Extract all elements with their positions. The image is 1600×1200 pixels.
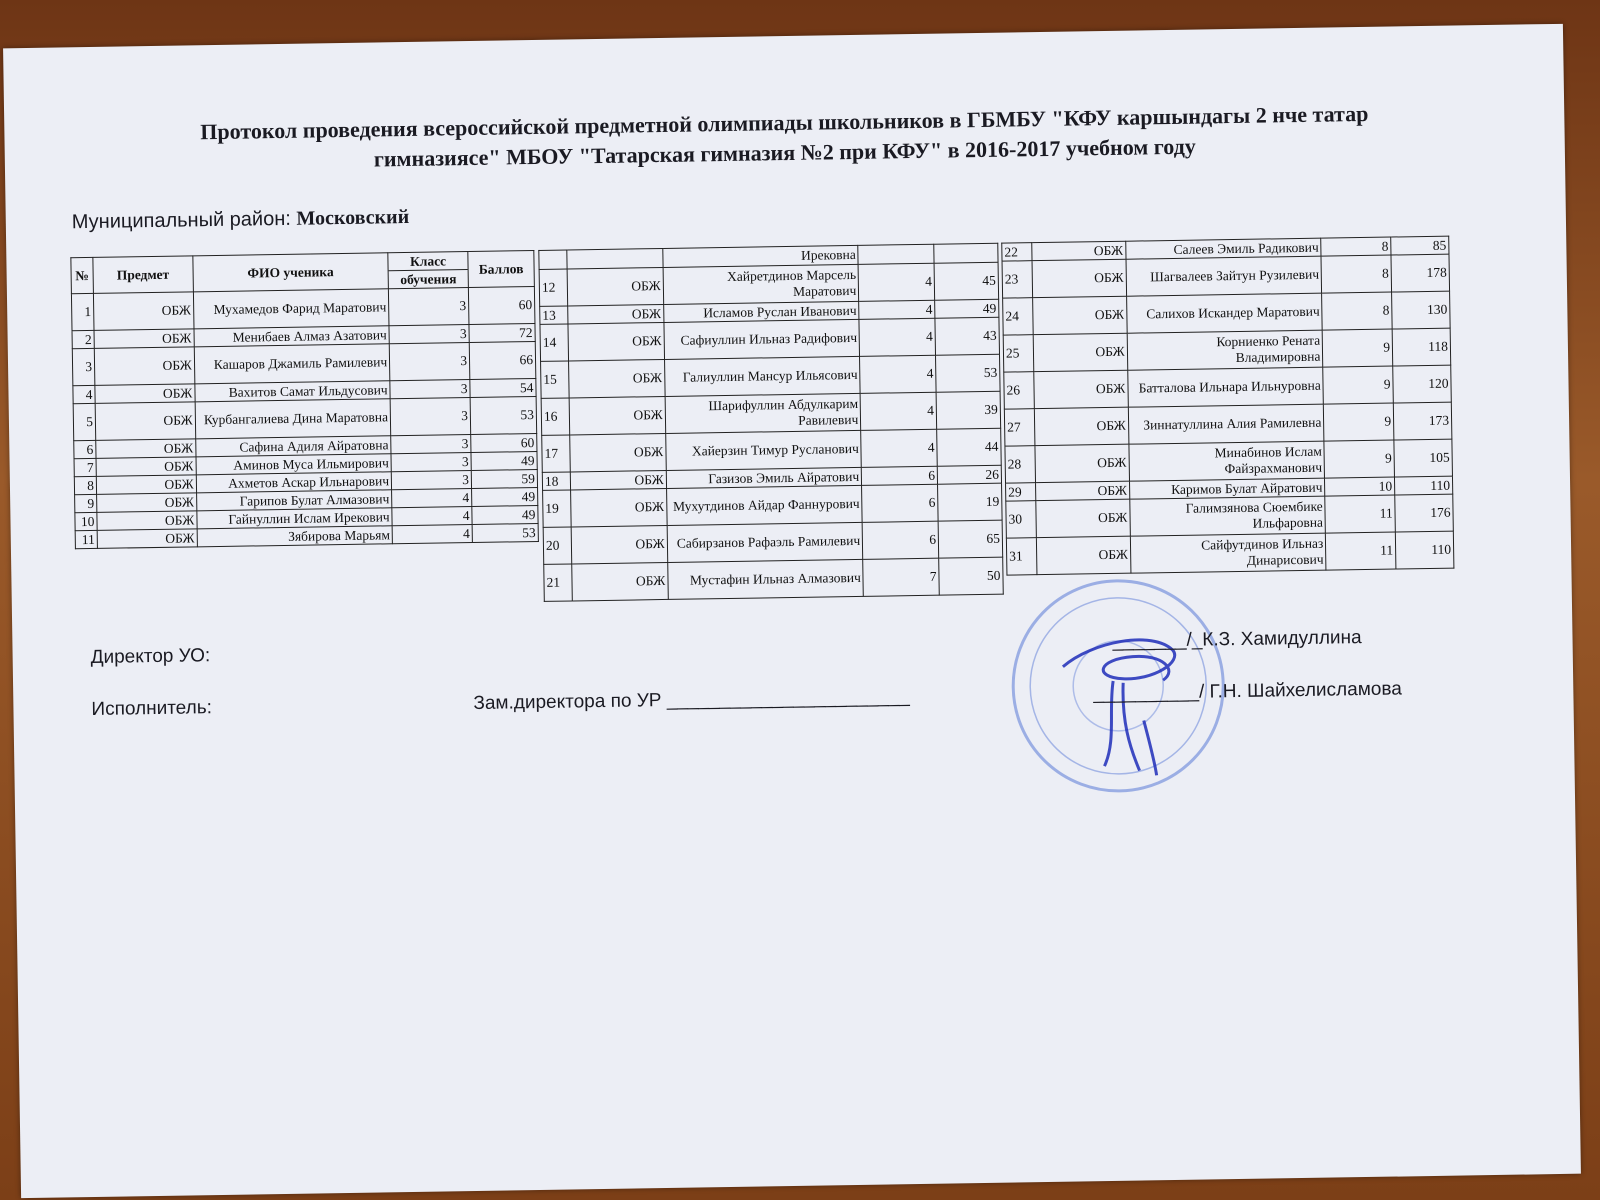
row-grade: 4 [860,392,936,430]
row-score: 110 [1395,476,1453,495]
row-grade: 6 [862,484,938,522]
row-fio: Шарифуллин Абдулкарим Равилевич [665,393,861,433]
row-fio: Сайфутдинов Ильназ Динарисович [1130,533,1326,573]
row-fio: Аминов Муса Ильмирович [196,454,392,475]
row-subject: ОБЖ [1036,536,1130,574]
row-number: 6 [74,440,96,458]
header-num: № [71,257,94,293]
row-number: 15 [541,361,570,398]
row-subject: ОБЖ [570,470,666,490]
header-grade [388,252,468,289]
results-table-3 [1001,236,1454,576]
row-score: 19 [938,483,1002,521]
row-grade: 4 [859,300,935,319]
table-row-cont-score [934,243,998,263]
director-label: Директор УО: [90,645,211,669]
row-grade: 3 [389,288,469,326]
row-subject: ОБЖ [94,329,194,349]
district-value: Московский [296,205,410,230]
row-fio: Мухамедов Фарид Маратович [193,289,389,329]
row-score: 53 [936,354,1000,392]
row-fio: Вахитов Самат Ильдусович [195,381,391,402]
row-number: 12 [539,269,568,306]
header-grade-top: Класс [389,252,468,271]
row-grade: 4 [859,318,935,356]
row-grade: 7 [863,558,939,596]
row-score: 39 [936,391,1000,429]
row-fio: Сафиуллин Ильназ Радифович [664,319,860,359]
row-grade: 8 [1322,292,1392,330]
header-score: Баллов [468,251,535,288]
table-1-body [71,287,538,549]
row-score: 49 [935,299,999,318]
row-subject: ОБЖ [569,396,665,434]
row-number: 8 [74,476,96,494]
row-grade: 11 [1325,495,1395,533]
row-subject: ОБЖ [567,267,663,305]
row-fio: Корниенко Рената Владимировна [1127,330,1323,370]
row-fio: Сабирзанов Рафаэль Рамилевич [667,522,863,562]
results-table-2 [538,243,1003,602]
row-score: 105 [1394,439,1452,477]
row-score: 120 [1393,365,1451,403]
row-subject: ОБЖ [570,433,666,471]
row-fio: Сафина Адиля Айратовна [195,436,391,457]
table-row-cont-subject [567,248,663,269]
row-score: 49 [472,487,538,506]
row-number: 26 [1004,372,1035,409]
row-subject: ОБЖ [568,322,664,360]
row-grade: 4 [392,525,472,544]
row-fio: Курбангалиева Дина Маратовна [195,399,391,439]
row-grade: 3 [391,453,471,472]
row-number: 16 [541,398,570,435]
row-grade: 3 [389,325,469,344]
row-number: 18 [542,472,570,490]
row-subject: ОБЖ [97,511,197,531]
row-fio: Зябирова Марьям [197,526,393,547]
row-subject: ОБЖ [95,402,195,441]
row-score: 49 [472,505,538,524]
row-fio: Минабинов Ислам Файзрахманович [1129,441,1325,481]
row-number: 22 [1002,243,1032,261]
row-fio: Каримов Булат Айратович [1129,478,1325,499]
row-subject: ОБЖ [572,562,668,600]
row-score: 176 [1395,494,1453,532]
row-score: 110 [1395,531,1453,569]
row-fio: Зиннатуллина Алия Рамилевна [1128,404,1324,444]
table-row [544,557,1004,601]
row-fio: Салеев Эмиль Радикович [1125,238,1321,259]
row-score: 44 [937,428,1001,466]
row-subject: ОБЖ [1032,259,1126,297]
row-grade: 3 [390,398,470,436]
row-grade: 3 [391,435,471,454]
director-signature-line: _______/_К.З. Хамидуллина [1112,627,1362,652]
row-number: 27 [1004,409,1035,446]
row-fio: Кашаров Джамиль Рамилевич [194,344,390,384]
row-fio: Исламов Руслан Иванович [663,301,859,322]
row-subject: ОБЖ [571,525,667,563]
header-subject: Предмет [93,256,193,294]
district-label: Муниципальный район: [71,207,292,234]
table-3-body [1002,236,1454,575]
row-fio: Хайерзин Тимур Русланович [665,430,861,470]
row-number: 10 [75,512,97,530]
title-line-2: гимназиясе" МБОУ "Татарская гимназия №2 при КФУ" в 2016-2017 учебном году [373,133,1196,172]
row-fio: Мухутдинов Айдар Фаннурович [666,485,862,525]
row-number: 29 [1006,483,1036,501]
row-subject: ОБЖ [96,457,196,477]
row-subject: ОБЖ [1035,481,1129,500]
row-number: 24 [1003,298,1034,335]
header-fio: ФИО ученика [193,253,389,292]
row-grade: 4 [392,489,472,508]
row-fio: Газизов Эмиль Айратович [666,467,862,488]
row-grade: 3 [390,380,470,399]
row-score: 49 [471,451,537,470]
row-number: 31 [1006,538,1037,575]
row-score: 60 [468,287,535,325]
row-grade: 4 [861,429,937,467]
row-grade: 9 [1322,329,1392,367]
row-subject: ОБЖ [1034,407,1128,445]
row-fio: Галимзянова Сюембике Ильфаровна [1129,496,1325,536]
row-subject: ОБЖ [95,384,195,404]
row-subject: ОБЖ [1033,333,1127,371]
row-grade: 8 [1321,255,1391,293]
row-fio: Салихов Искандер Маратович [1126,293,1322,333]
row-fio: Гарипов Булат Алмазович [196,490,392,511]
row-subject: ОБЖ [1032,241,1126,260]
row-number: 3 [72,348,95,385]
row-subject: ОБЖ [94,347,194,386]
row-number: 28 [1005,446,1036,483]
row-number: 1 [71,293,94,330]
row-score: 173 [1393,402,1451,440]
row-score: 54 [470,378,536,397]
row-number: 9 [75,494,97,512]
row-subject: ОБЖ [1036,499,1130,537]
row-number: 21 [544,564,573,601]
row-subject: ОБЖ [1033,296,1127,334]
row-subject: ОБЖ [97,493,197,513]
row-number: 5 [73,403,96,440]
row-grade: 9 [1323,366,1393,404]
row-grade: 3 [391,471,471,490]
row-fio: Менибаев Алмаз Азатович [194,326,390,347]
row-score: 59 [471,469,537,488]
row-subject: ОБЖ [1035,444,1129,482]
results-table-1 [70,250,539,549]
row-number: 7 [74,458,96,476]
row-grade: 4 [860,355,936,393]
row-grade: 9 [1324,403,1394,441]
row-number: 2 [72,330,94,348]
row-grade: 8 [1321,237,1391,256]
row-number: 14 [540,324,569,361]
row-fio: Ахметов Аскар Ильнарович [196,472,392,493]
row-score: 72 [469,324,535,343]
row-fio: Батталова Ильнара Ильнуровна [1127,367,1323,407]
row-subject: ОБЖ [96,475,196,495]
row-fio: Шагвалеев Зайтун Рузилевич [1126,256,1322,296]
row-score: 66 [469,341,536,379]
row-grade: 3 [389,343,469,381]
row-fio: Гайнуллин Ислам Ирекович [197,508,393,529]
row-score: 26 [937,465,1001,484]
row-number: 17 [542,435,571,472]
table-row-cont-fio: Ирековна [663,245,859,267]
row-number: 19 [543,490,572,527]
row-number: 4 [73,385,95,403]
row-subject: ОБЖ [571,488,667,526]
row-number: 23 [1002,261,1033,298]
row-subject: ОБЖ [568,359,664,397]
row-score: 53 [472,523,538,542]
row-score: 43 [935,317,999,355]
row-grade: 4 [858,263,934,301]
document-page [3,24,1581,1198]
executor-label: Исполнитель: [91,697,213,721]
row-subject: ОБЖ [1034,370,1128,408]
row-grade: 6 [862,521,938,559]
table-row-cont-num [539,250,567,269]
row-grade: 4 [392,507,472,526]
row-grade: 11 [1326,532,1396,570]
row-grade: 6 [862,466,938,485]
row-score: 53 [470,396,537,434]
row-fio: Галиуллин Мансур Ильясович [664,356,860,396]
row-score: 45 [934,262,998,300]
row-score: 60 [471,433,537,452]
row-grade: 9 [1324,440,1394,478]
document-title [94,97,1475,179]
table-2-body [539,243,1003,601]
row-score: 178 [1391,254,1449,292]
row-number: 11 [75,530,97,548]
row-number: 25 [1003,335,1034,372]
row-score: 130 [1392,291,1450,329]
header-grade-bottom: обучения [400,271,457,288]
row-number: 13 [540,306,568,324]
row-fio: Хайретдинов Марсель Маратович [663,264,859,304]
row-subject: ОБЖ [93,292,193,331]
row-score: 65 [938,520,1002,558]
row-subject: ОБЖ [568,304,664,324]
row-number: 20 [543,527,572,564]
title-line-1: Протокол проведения всероссийской предметной олимпиады школьников в ГБМБУ "КФУ каршындагы 2 нче татар [200,100,1369,145]
row-subject: ОБЖ [96,439,196,459]
row-fio: Мустафин Ильназ Алмазович [667,559,863,599]
row-grade: 10 [1325,477,1395,496]
deputy-signature-line: __________/ Г.Н. Шайхелисламова [1093,678,1402,705]
row-number: 30 [1006,501,1037,538]
row-score: 118 [1392,328,1450,366]
table-row-cont-grade [858,244,934,264]
district-line [72,206,410,234]
row-score: 85 [1391,236,1449,255]
row-subject: ОБЖ [97,529,197,549]
row-score: 50 [939,557,1003,595]
deputy-director-line: Зам.директора по УР _______________________ [473,686,910,715]
